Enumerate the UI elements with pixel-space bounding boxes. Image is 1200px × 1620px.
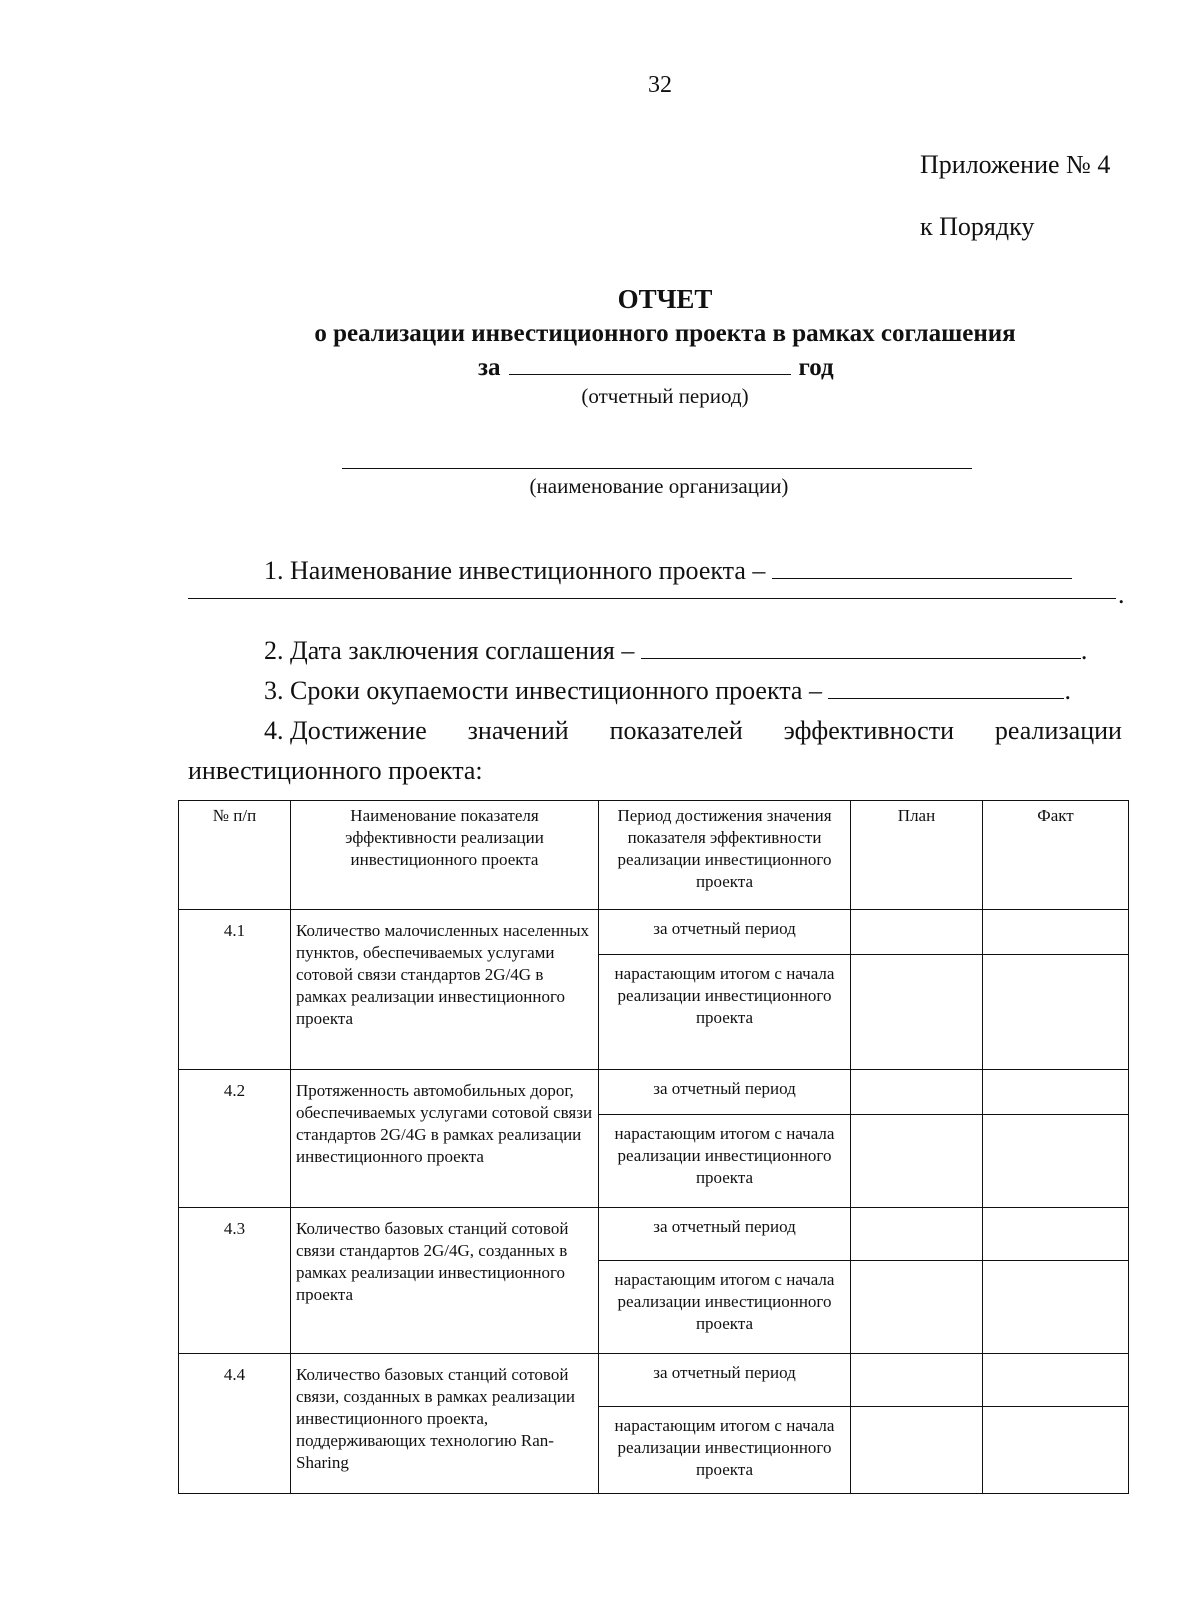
fact-cell[interactable] [983,955,1129,1070]
organization-caption: (наименование организации) [529,474,789,498]
plan-cell[interactable] [851,910,983,955]
page-number: 32 [648,72,672,98]
row-period-cumulative: нарастающим итогом с начала реализации инвестиционного проекта [599,955,851,1070]
item-project-name-end: . [1118,580,1125,609]
row-period-cumulative: нарастающим итогом с начала реализации инвестиционного проекта [599,1407,851,1494]
item-agreement-date [264,636,1087,666]
row-indicator-name: Количество базовых станций сотовой связи, созданных в рамках реализации инвестиционного проекта, поддерживающих технологию Ran-Sharing [291,1354,599,1494]
row-number: 4.1 [179,910,291,1070]
report-title: ОТЧЕТ [617,284,713,314]
row-indicator-name: Протяженность автомобильных дорог, обеспечиваемых услугами сотовой связи стандартов 2G/4G в рамках реализации инвестиционного проекта [291,1070,599,1208]
plan-cell[interactable] [851,1115,983,1208]
item-project-name [264,556,1072,586]
fact-cell[interactable] [983,1070,1129,1115]
fact-cell[interactable] [983,1354,1129,1407]
item-indicators-continued: инвестиционного проекта: [188,756,483,785]
plan-cell[interactable] [851,1208,983,1261]
plan-cell[interactable] [851,1407,983,1494]
row-period-current: за отчетный период [599,1070,851,1115]
row-period-current: за отчетный период [599,910,851,955]
header-num: № п/п [179,801,291,910]
row-period-current: за отчетный период [599,1208,851,1261]
row-number: 4.3 [179,1208,291,1354]
table-row [179,1208,1129,1261]
plan-cell[interactable] [851,1261,983,1354]
to-order-label: к Порядку [920,212,1035,241]
table-row [179,1070,1129,1115]
fact-cell[interactable] [983,910,1129,955]
plan-cell[interactable] [851,1354,983,1407]
report-period-line [478,352,834,382]
row-period-cumulative: нарастающим итогом с начала реализации инвестиционного проекта [599,1115,851,1208]
header-name: Наименование показателя эффективности реализации инвестиционного проекта [291,801,599,910]
fact-cell[interactable] [983,1115,1129,1208]
item-indicators-word: реализации [994,716,1122,745]
project-name-blank-continued[interactable] [188,598,1116,599]
item-indicators-word: показателей [609,716,743,745]
item-agreement-date-end: . [1080,636,1088,665]
header-plan: План [851,801,983,910]
appendix-label: Приложение № 4 [920,150,1111,179]
period-blank[interactable] [509,352,791,375]
item-indicators [264,716,1122,746]
indicators-table [178,800,1129,1494]
item-payback-period-label: 3. Сроки окупаемости инвестиционного проекта – [264,676,822,705]
header-fact: Факт [983,801,1129,910]
plan-cell[interactable] [851,955,983,1070]
fact-cell[interactable] [983,1208,1129,1261]
item-project-name-label: 1. Наименование инвестиционного проекта – [264,556,766,585]
item-indicators-word: 4. Достижение [264,716,427,745]
header-period: Период достижения значения показателя эффективности реализации инвестиционного проекта [599,801,851,910]
item-payback-period-end: . [1064,676,1071,705]
report-subtitle: о реализации инвестиционного проекта в рамках соглашения [314,320,1016,347]
item-payback-period [264,676,1071,706]
period-prefix: за [478,354,501,381]
row-number: 4.4 [179,1354,291,1494]
fact-cell[interactable] [983,1407,1129,1494]
table-row [179,910,1129,955]
row-indicator-name: Количество базовых станций сотовой связи стандартов 2G/4G, созданных в рамках реализации инвестиционного проекта [291,1208,599,1354]
row-period-cumulative: нарастающим итогом с начала реализации инвестиционного проекта [599,1261,851,1354]
row-number: 4.2 [179,1070,291,1208]
agreement-date-blank[interactable] [641,636,1081,659]
item-indicators-word: эффективности [783,716,954,745]
payback-period-blank[interactable] [828,676,1064,699]
organization-blank[interactable] [342,468,972,469]
table-header-row [179,801,1129,910]
table-row [179,1354,1129,1407]
period-caption: (отчетный период) [581,384,749,408]
project-name-blank[interactable] [772,556,1072,579]
period-suffix: год [798,354,834,381]
fact-cell[interactable] [983,1261,1129,1354]
row-indicator-name: Количество малочисленных населенных пунктов, обеспечиваемых услугами сотовой связи стандартов 2G/4G в рамках реализации инвестиционного проекта [291,910,599,1070]
item-indicators-word: значений [467,716,569,745]
item-agreement-date-label: 2. Дата заключения соглашения – [264,636,635,665]
row-period-current: за отчетный период [599,1354,851,1407]
plan-cell[interactable] [851,1070,983,1115]
